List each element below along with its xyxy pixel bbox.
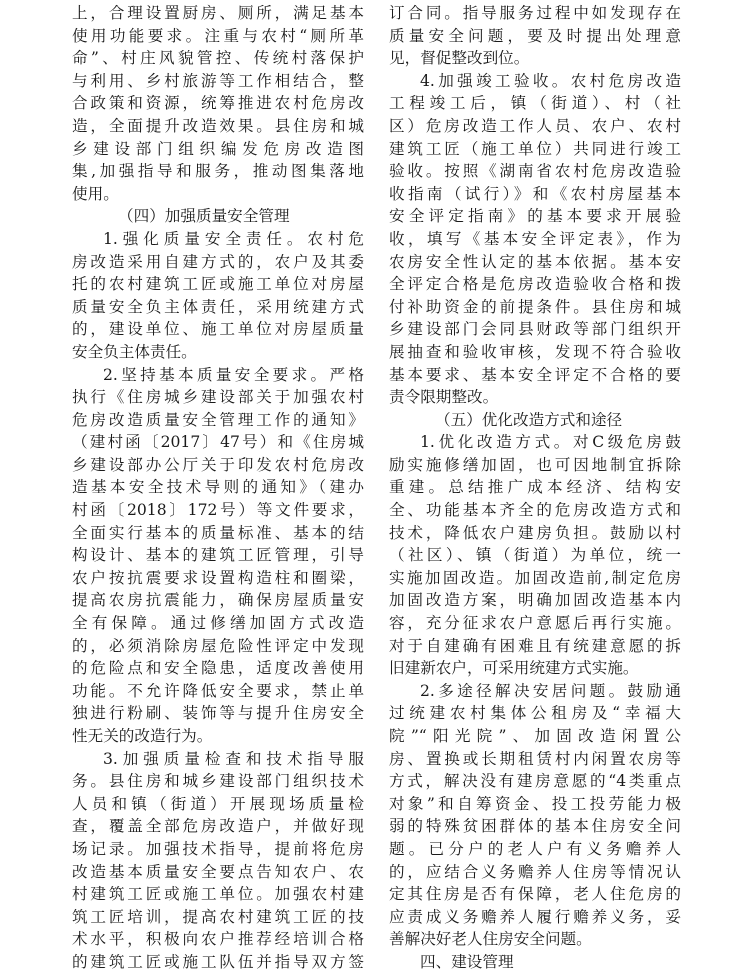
- text-line: 使用功能要求。注重与农村“厕所革: [72, 26, 364, 45]
- text-line: 房改造采用自建方式的，农户及其委: [72, 252, 364, 271]
- text-line: 独进行粉刷、装饰等与提升住房安全: [72, 704, 364, 723]
- text-line: 对于自建确有困难且有统建意愿的拆: [389, 636, 681, 655]
- text-line: 4.加强竣工验收。农村危房改造: [420, 71, 681, 90]
- text-line: 院”“阳光院”、加固改造闲置公: [389, 727, 681, 745]
- text-line: 全评定合格是危房改造验收合格和拨: [389, 275, 681, 294]
- text-line: 收指南（试行）》和《农村房屋基本: [389, 184, 681, 203]
- left-text-column: [72, 2, 364, 974]
- text-line: 技术，降低农户建房负担。鼓励以村: [389, 523, 681, 542]
- text-line: 见，督促整改到位。: [389, 49, 530, 68]
- text-line: 人员和镇（街道）开展现场质量检: [72, 794, 364, 813]
- text-line: 术水平，积极向农户推荐经培训合格: [72, 930, 364, 949]
- text-line: 乡建设部门组织编发危房改造图: [72, 139, 364, 158]
- text-line: 定其住房是否有保障，老人住危房的: [389, 885, 681, 904]
- text-line: 务。县住房和城乡建设部门组织技术: [72, 772, 364, 791]
- text-line: 乡建设部门会同县财政等部门组织开: [389, 320, 681, 339]
- text-line: 展抽查和验收审核，发现不符合验收: [389, 342, 681, 361]
- text-line: 的，必须消除房屋危险性评定中发现: [72, 636, 364, 655]
- text-line: 的建筑工匠或施工队伍并指导双方签: [72, 952, 364, 971]
- text-line: 责令限期整改。: [389, 388, 499, 407]
- text-line: 村建筑工匠或施工单位。加强农村建: [72, 885, 364, 904]
- text-line: 方式，解决没有建房意愿的“4类重点: [389, 772, 681, 791]
- text-line: 造，全面提升改造效果。县住房和城: [72, 116, 364, 135]
- text-line: 励实施修缮加固，也可因地制宜拆除: [389, 455, 681, 474]
- text-line: 上，合理设置厨房、厕所，满足基本: [72, 4, 364, 22]
- text-line: 托的农村建筑工匠或施工单位对房屋: [72, 275, 364, 294]
- text-line: 功能。不允许降低安全要求，禁止单: [72, 681, 364, 700]
- text-line: 性无关的改造行为。: [72, 727, 213, 745]
- text-line: 房、置换或长期租赁村内闲置农房等: [389, 749, 681, 768]
- text-line: 的危险点和安全隐患，适度改善使用: [72, 659, 364, 678]
- text-line: 重建。总结推广成本经济、结构安: [389, 478, 681, 497]
- text-line: 集,加强指导和服务，推动图集落地: [72, 162, 364, 181]
- text-line: 全、功能基本齐全的危房改造方式和: [389, 501, 681, 520]
- text-line: 危房改造质量安全管理工作的通知》: [72, 410, 364, 429]
- text-line: 改造基本质量安全要点告知农户、农: [72, 862, 364, 881]
- text-line: 建筑工匠（施工单位）共同进行竣工: [389, 139, 681, 158]
- text-line: 查，覆盖全部危房改造户，并做好现: [72, 817, 364, 836]
- text-line: 全有保障。通过修缮加固方式改造: [72, 614, 364, 633]
- text-line: 的，应结合义务赡养人住房等情况认: [389, 862, 681, 881]
- text-line: 命”、村庄风貌管控、传统村落保护: [72, 49, 364, 68]
- text-line: 村函〔2018〕172号）等文件要求，: [72, 501, 364, 520]
- text-line: 执行《住房城乡建设部关于加强农村: [72, 388, 364, 407]
- text-line: （建村函〔2017〕47号）和《住房城: [72, 433, 364, 452]
- text-line: 合政策和资源，统筹推进农村危房改: [72, 94, 364, 113]
- text-line: 乡建设部办公厅关于印发农村危房改: [72, 455, 364, 474]
- text-line: 容，充分征求农户意愿后再行实施。: [389, 614, 681, 633]
- text-line: 筑工匠培训，提高农村建筑工匠的技: [72, 907, 364, 926]
- text-line: 验收。按照《湖南省农村危房改造验: [389, 162, 681, 181]
- text-line: 对象”和自筹资金、投工投劳能力极: [389, 794, 681, 813]
- text-line: 质量安全负主体责任，采用统建方式: [72, 297, 364, 316]
- text-line: 订合同。指导服务过程中如发现存在: [389, 4, 681, 22]
- text-line: 安全评定指南》的基本要求开展验: [389, 207, 681, 226]
- text-line: 与利用、乡村旅游等工作相结合，整: [72, 71, 364, 90]
- text-line: （四）加强质量安全管理: [118, 207, 290, 226]
- text-line: 1.优化改造方式。对C级危房鼓: [420, 433, 681, 452]
- text-line: 区）危房改造工作人员、农户、农村: [389, 116, 681, 135]
- text-line: 过统建农村集体公租房及“幸福大: [389, 704, 681, 723]
- text-line: 善解决好老人住房安全问题。: [389, 930, 592, 949]
- text-line: 场记录。加强技术指导，提前将危房: [72, 839, 364, 858]
- text-line: 的，建设单位、施工单位对房屋质量: [72, 320, 364, 339]
- text-line: 农房安全性认定的基本依据。基本安: [389, 252, 681, 271]
- text-line: 使用。: [72, 184, 119, 203]
- text-line: 农户按抗震要求设置构造柱和圈梁，: [72, 568, 364, 587]
- text-line: （五）优化改造方式和途径: [435, 410, 623, 429]
- text-line: 实施加固改造。加固改造前,制定危房: [389, 568, 681, 587]
- text-line: 3.加强质量检查和技术指导服: [103, 749, 364, 768]
- text-line: 四、建设管理: [420, 952, 514, 971]
- text-line: 提高农房抗震能力，确保房屋质量安: [72, 591, 364, 610]
- text-line: 2.多途径解决安居问题。鼓励通: [420, 681, 681, 700]
- text-line: 加固改造方案，明确加固改造基本内: [389, 591, 681, 610]
- text-line: 收，填写《基本安全评定表》，作为: [389, 229, 681, 248]
- text-line: 构设计、基本的建筑工匠管理，引导: [72, 546, 364, 565]
- text-line: 题。已分户的老人户有义务赡养人: [389, 839, 681, 858]
- text-line: 质量安全问题，要及时提出处理意: [389, 26, 681, 45]
- text-line: 弱的特殊贫困群体的基本住房安全问: [389, 817, 681, 836]
- text-line: 付补助资金的前提条件。县住房和城: [389, 297, 681, 316]
- text-line: 基本要求、基本安全评定不合格的要: [389, 365, 681, 384]
- text-line: 全面实行基本的质量标准、基本的结: [72, 523, 364, 542]
- text-line: 造基本安全技术导则的通知》（建办: [72, 478, 364, 497]
- right-text-column: [389, 2, 681, 974]
- text-line: 安全负主体责任。: [72, 342, 197, 361]
- text-line: 2.坚持基本质量安全要求。严格: [103, 365, 364, 384]
- text-line: 应责成义务赡养人履行赡养义务，妥: [389, 907, 681, 926]
- text-line: 旧建新农户，可采用统建方式实施。: [389, 659, 639, 678]
- text-line: （社区）、镇（街道）为单位，统一: [389, 546, 681, 565]
- text-line: 1.强化质量安全责任。农村危: [103, 229, 364, 248]
- text-line: 工程竣工后，镇（街道）、村（社: [389, 94, 681, 113]
